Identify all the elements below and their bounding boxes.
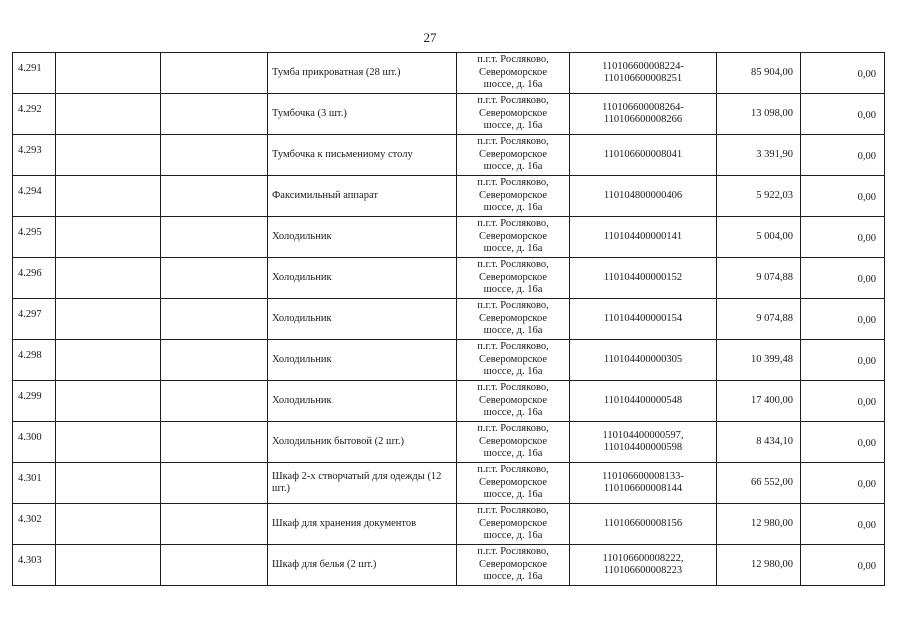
book-value-cell [717, 258, 801, 299]
item-name: Холодильник [272, 354, 332, 365]
item-number-cell [13, 381, 56, 422]
item-number-cell [13, 299, 56, 340]
item-address-cell [457, 381, 570, 422]
item-name-cell [268, 340, 457, 381]
item-name-cell [268, 299, 457, 340]
table-row [13, 135, 885, 176]
residual-value: 0,00 [857, 520, 876, 531]
table-row [13, 504, 885, 545]
book-value: 12 980,00 [751, 559, 793, 570]
item-address-cell [457, 545, 570, 586]
item-name-cell [268, 381, 457, 422]
address-line: п.г.т. Росляково, [477, 300, 549, 312]
table-row [13, 53, 885, 94]
inventory-number: 110104800000406 [603, 190, 683, 201]
address-line: шоссе, д. 16а [483, 79, 543, 91]
book-value: 13 098,00 [751, 108, 793, 119]
address-line: п.г.т. Росляково, [477, 177, 549, 189]
table-row [13, 545, 885, 586]
inventory-number: 110106600008224- [602, 61, 684, 72]
empty-cell [161, 504, 268, 545]
address-line: п.г.т. Росляково, [477, 136, 549, 148]
item-name-cell [268, 53, 457, 94]
empty-cell [161, 135, 268, 176]
item-address-cell [457, 463, 570, 504]
item-number: 4.303 [18, 555, 42, 566]
residual-value: 0,00 [857, 274, 876, 285]
residual-value: 0,00 [857, 479, 876, 490]
empty-cell [56, 299, 161, 340]
address-line: Североморское [478, 435, 548, 447]
item-number-cell [13, 176, 56, 217]
residual-value-cell [801, 545, 885, 586]
empty-cell [161, 53, 268, 94]
item-number: 4.302 [18, 514, 42, 525]
item-number-cell [13, 135, 56, 176]
item-address-cell [457, 217, 570, 258]
inventory-number: 110106600008156 [603, 518, 683, 529]
item-name: Холодильник [272, 272, 332, 283]
inventory-number-cell [570, 94, 717, 135]
item-number: 4.291 [18, 63, 42, 74]
residual-value-cell [801, 504, 885, 545]
inventory-number: 110104400000154 [603, 313, 683, 324]
table-row [13, 217, 885, 258]
address-line: Североморское [478, 66, 548, 78]
address-line: Североморское [478, 312, 548, 324]
inventory-number-cell [570, 299, 717, 340]
address-line: п.г.т. Росляково, [477, 505, 549, 517]
inventory-number: 110106600008222, [602, 553, 684, 564]
address-line: Североморское [478, 476, 548, 488]
item-number: 4.296 [18, 268, 42, 279]
residual-value-cell [801, 299, 885, 340]
address-line: Североморское [478, 107, 548, 119]
item-name: Холодильник бытовой (2 шт.) [272, 436, 405, 447]
item-name-cell [268, 504, 457, 545]
book-value-cell [717, 299, 801, 340]
address-line: Североморское [478, 189, 548, 201]
book-value-cell [717, 53, 801, 94]
book-value: 3 391,90 [756, 149, 793, 160]
inventory-number-cell [570, 381, 717, 422]
item-name-cell [268, 463, 457, 504]
book-value-cell [717, 504, 801, 545]
book-value-cell [717, 422, 801, 463]
item-number-cell [13, 94, 56, 135]
residual-value-cell [801, 258, 885, 299]
item-address-cell [457, 504, 570, 545]
item-number-cell [13, 258, 56, 299]
empty-cell [161, 340, 268, 381]
inventory-number: 110104400000548 [603, 395, 683, 406]
item-name: Шкаф для хранения документов [272, 518, 417, 529]
empty-cell [56, 504, 161, 545]
item-number-cell [13, 504, 56, 545]
book-value-cell [717, 94, 801, 135]
inventory-number: 110106600008251 [603, 73, 683, 84]
item-name: Шкаф для белья (2 шт.) [272, 559, 377, 570]
address-line: Североморское [478, 148, 548, 160]
inventory-number-cell [570, 53, 717, 94]
item-number: 4.295 [18, 227, 42, 238]
empty-cell [56, 258, 161, 299]
address-line: шоссе, д. 16а [483, 243, 543, 255]
item-name: Тумбочка (3 шт.) [272, 108, 347, 119]
book-value-cell [717, 135, 801, 176]
empty-cell [56, 53, 161, 94]
address-line: Североморское [478, 353, 548, 365]
item-name-cell [268, 94, 457, 135]
item-number: 4.301 [18, 473, 42, 484]
inventory-number-cell [570, 176, 717, 217]
item-number: 4.300 [18, 432, 42, 443]
inventory-number-cell [570, 463, 717, 504]
address-line: шоссе, д. 16а [483, 161, 543, 173]
residual-value-cell [801, 381, 885, 422]
address-line: шоссе, д. 16а [483, 284, 543, 296]
book-value-cell [717, 463, 801, 504]
residual-value: 0,00 [857, 110, 876, 121]
empty-cell [161, 217, 268, 258]
empty-cell [56, 176, 161, 217]
residual-value-cell [801, 135, 885, 176]
address-line: п.г.т. Росляково, [477, 218, 549, 230]
inventory-number: 110104400000152 [603, 272, 683, 283]
address-line: п.г.т. Росляково, [477, 54, 549, 66]
book-value: 5 004,00 [756, 231, 793, 242]
inventory-number-cell [570, 340, 717, 381]
item-name: Холодильник [272, 231, 332, 242]
inventory-number: 110106600008041 [603, 149, 683, 160]
inventory-number: 110104400000597, [602, 430, 684, 441]
address-line: п.г.т. Росляково, [477, 382, 549, 394]
empty-cell [161, 176, 268, 217]
address-line: шоссе, д. 16а [483, 407, 543, 419]
item-name-cell [268, 545, 457, 586]
item-address-cell [457, 53, 570, 94]
table-row [13, 340, 885, 381]
empty-cell [161, 381, 268, 422]
item-name: Факсимильный аппарат [272, 190, 378, 201]
item-name-cell [268, 258, 457, 299]
empty-cell [161, 422, 268, 463]
inventory-number-cell [570, 422, 717, 463]
empty-cell [56, 340, 161, 381]
page-number: 27 [423, 30, 437, 45]
item-name-cell [268, 422, 457, 463]
empty-cell [161, 545, 268, 586]
residual-value: 0,00 [857, 356, 876, 367]
item-address-cell [457, 340, 570, 381]
residual-value-cell [801, 176, 885, 217]
book-value: 9 074,88 [756, 313, 793, 324]
item-name: Тумба прикроватная (28 шт.) [272, 67, 401, 78]
inventory-number: 110106600008266 [603, 114, 683, 125]
item-name-cell [268, 135, 457, 176]
inventory-number-cell [570, 258, 717, 299]
empty-cell [56, 463, 161, 504]
inventory-number: 110106600008144 [603, 483, 683, 494]
book-value-cell [717, 176, 801, 217]
residual-value-cell [801, 463, 885, 504]
residual-value: 0,00 [857, 315, 876, 326]
address-line: Североморское [478, 517, 548, 529]
address-line: п.г.т. Росляково, [477, 259, 549, 271]
book-value-cell [717, 545, 801, 586]
address-line: шоссе, д. 16а [483, 530, 543, 542]
empty-cell [56, 545, 161, 586]
address-line: шоссе, д. 16а [483, 489, 543, 501]
table-row [13, 381, 885, 422]
item-name: Шкаф 2-х створчатый для одежды (12 шт.) [272, 471, 442, 494]
item-number-cell [13, 340, 56, 381]
inventory-number-cell [570, 217, 717, 258]
item-name-cell [268, 217, 457, 258]
book-value: 12 980,00 [751, 518, 793, 529]
book-value: 10 399,48 [751, 354, 793, 365]
inventory-number: 110104400000141 [603, 231, 683, 242]
residual-value: 0,00 [857, 151, 876, 162]
address-line: Североморское [478, 558, 548, 570]
inventory-number: 110104400000305 [603, 354, 683, 365]
inventory-number: 110106600008223 [603, 565, 683, 576]
item-number: 4.293 [18, 145, 42, 156]
item-address-cell [457, 422, 570, 463]
book-value-cell [717, 217, 801, 258]
book-value: 66 552,00 [751, 477, 793, 488]
table-row [13, 422, 885, 463]
inventory-number: 110106600008133- [602, 471, 684, 482]
empty-cell [161, 258, 268, 299]
item-number-cell [13, 463, 56, 504]
residual-value-cell [801, 217, 885, 258]
residual-value: 0,00 [857, 397, 876, 408]
address-line: шоссе, д. 16а [483, 571, 543, 583]
empty-cell [56, 381, 161, 422]
address-line: п.г.т. Росляково, [477, 464, 549, 476]
inventory-table-body [13, 53, 885, 586]
inventory-number-cell [570, 135, 717, 176]
book-value-cell [717, 381, 801, 422]
item-number: 4.298 [18, 350, 42, 361]
address-line: Североморское [478, 271, 548, 283]
table-row [13, 463, 885, 504]
item-number-cell [13, 217, 56, 258]
item-name: Холодильник [272, 313, 332, 324]
inventory-number-cell [570, 545, 717, 586]
residual-value: 0,00 [857, 69, 876, 80]
book-value-cell [717, 340, 801, 381]
item-number: 4.294 [18, 186, 42, 197]
table-row [13, 94, 885, 135]
residual-value-cell [801, 340, 885, 381]
address-line: п.г.т. Росляково, [477, 341, 549, 353]
book-value: 8 434,10 [756, 436, 793, 447]
address-line: шоссе, д. 16а [483, 202, 543, 214]
item-name-cell [268, 176, 457, 217]
inventory-table [12, 52, 885, 586]
address-line: шоссе, д. 16а [483, 366, 543, 378]
item-number-cell [13, 422, 56, 463]
inventory-number-cell [570, 504, 717, 545]
address-line: п.г.т. Росляково, [477, 95, 549, 107]
address-line: шоссе, д. 16а [483, 448, 543, 460]
empty-cell [56, 217, 161, 258]
item-address-cell [457, 299, 570, 340]
empty-cell [161, 463, 268, 504]
item-number-cell [13, 545, 56, 586]
item-address-cell [457, 258, 570, 299]
item-number: 4.297 [18, 309, 42, 320]
inventory-number: 110106600008264- [602, 102, 684, 113]
item-address-cell [457, 176, 570, 217]
item-number: 4.299 [18, 391, 42, 402]
empty-cell [56, 422, 161, 463]
address-line: шоссе, д. 16а [483, 325, 543, 337]
residual-value: 0,00 [857, 561, 876, 572]
book-value: 9 074,88 [756, 272, 793, 283]
empty-cell [161, 94, 268, 135]
book-value: 5 922,03 [756, 190, 793, 201]
table-row [13, 299, 885, 340]
address-line: п.г.т. Росляково, [477, 546, 549, 558]
item-address-cell [457, 135, 570, 176]
item-number-cell [13, 53, 56, 94]
item-number: 4.292 [18, 104, 42, 115]
inventory-number: 110104400000598 [603, 442, 683, 453]
table-row [13, 176, 885, 217]
empty-cell [56, 94, 161, 135]
residual-value: 0,00 [857, 233, 876, 244]
residual-value: 0,00 [857, 438, 876, 449]
residual-value-cell [801, 53, 885, 94]
empty-cell [161, 299, 268, 340]
residual-value-cell [801, 422, 885, 463]
book-value: 17 400,00 [751, 395, 793, 406]
item-name: Тумбочка к письмениому столу [272, 149, 413, 160]
table-row [13, 258, 885, 299]
address-line: п.г.т. Росляково, [477, 423, 549, 435]
residual-value-cell [801, 94, 885, 135]
address-line: шоссе, д. 16а [483, 120, 543, 132]
residual-value: 0,00 [857, 192, 876, 203]
empty-cell [56, 135, 161, 176]
book-value: 85 904,00 [751, 67, 793, 78]
item-address-cell [457, 94, 570, 135]
item-name: Холодильник [272, 395, 332, 406]
address-line: Североморское [478, 394, 548, 406]
address-line: Североморское [478, 230, 548, 242]
